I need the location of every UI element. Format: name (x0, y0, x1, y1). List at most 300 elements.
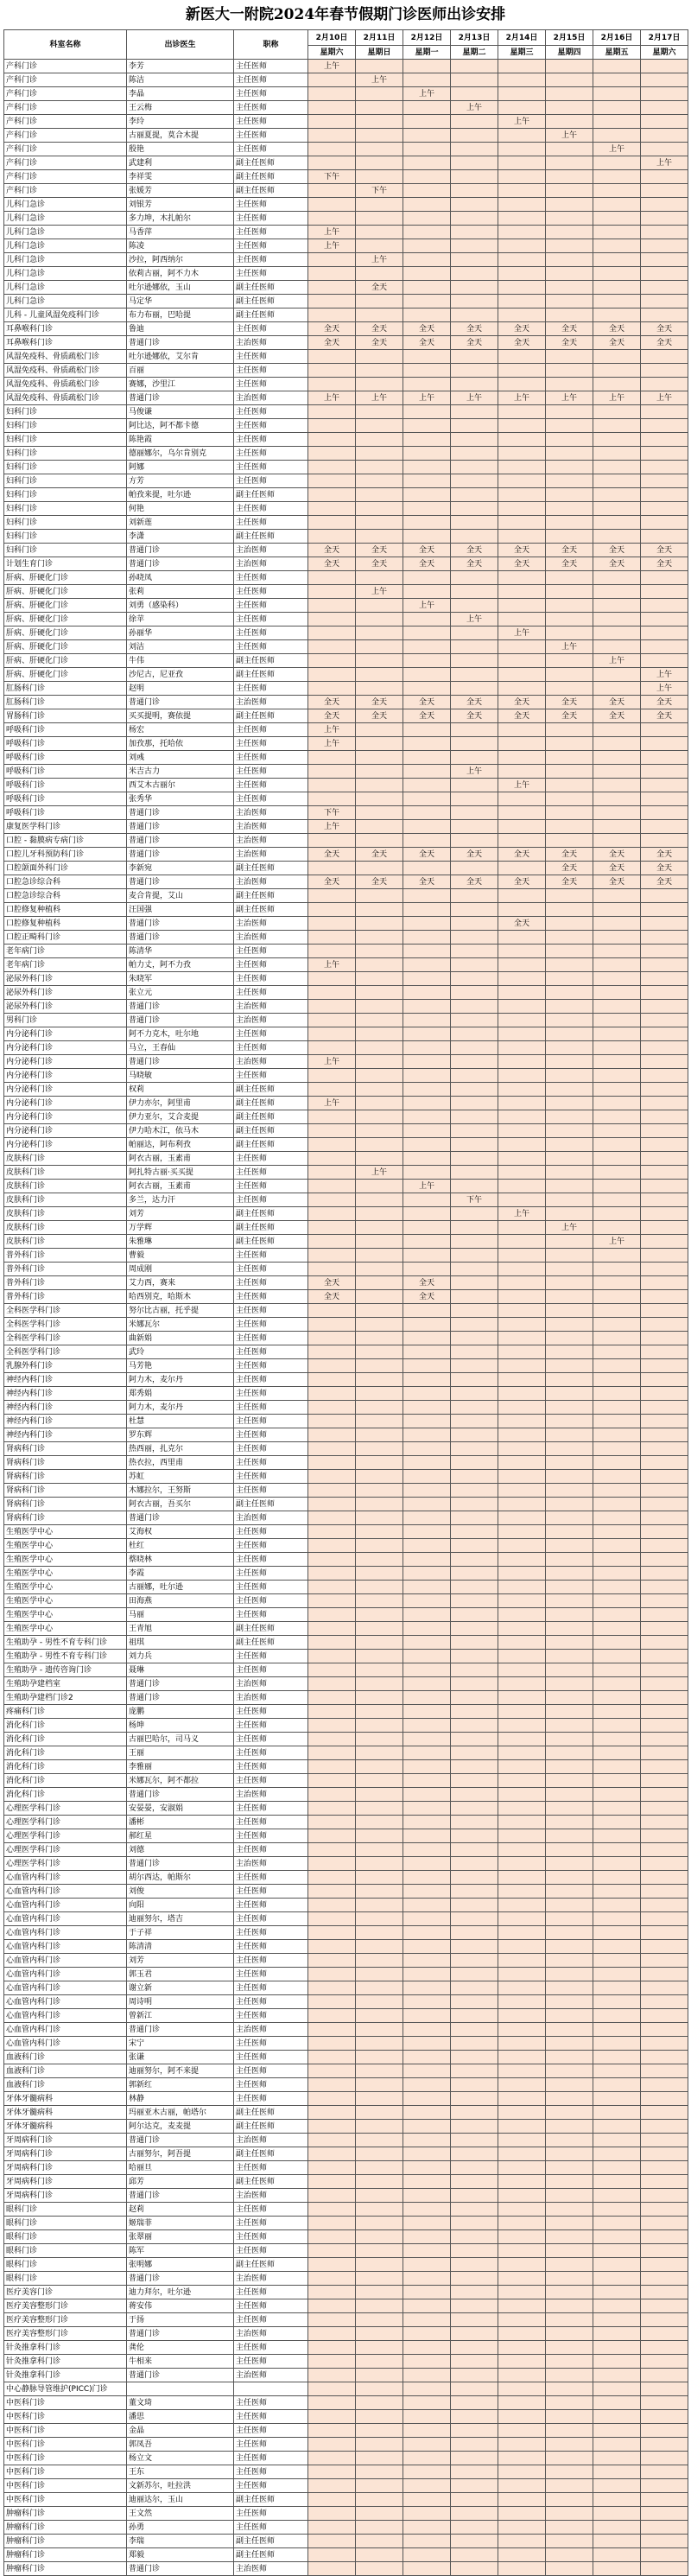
shift-cell (546, 1899, 593, 1912)
title-cell: 主任医师 (234, 1760, 308, 1774)
shift-cell (546, 2244, 593, 2258)
shift-cell: 上午 (403, 87, 451, 101)
doctor-cell: 赵莉 (127, 2203, 234, 2217)
doctor-cell: 张秀华 (127, 792, 234, 806)
shift-cell (593, 530, 641, 544)
table-row (4, 129, 688, 143)
doctor-cell: 文新苏尔，吐拉洪 (127, 2479, 234, 2493)
shift-cell (451, 1525, 498, 1539)
shift-cell (403, 1940, 451, 1954)
title-cell: 主任医师 (234, 419, 308, 433)
shift-cell (546, 1954, 593, 1968)
table-row (4, 281, 688, 295)
shift-cell (641, 198, 688, 212)
shift-cell (308, 350, 356, 364)
shift-cell (546, 945, 593, 958)
shift-cell (593, 1484, 641, 1498)
shift-cell (356, 143, 403, 156)
shift-cell (498, 1428, 546, 1442)
shift-cell (403, 60, 451, 73)
shift-cell (641, 627, 688, 640)
title-cell: 主任医师 (234, 2410, 308, 2424)
dept-cell: 普外科门诊 (4, 1290, 127, 1304)
shift-cell (593, 1138, 641, 1152)
shift-cell (546, 1428, 593, 1442)
shift-cell (593, 1387, 641, 1401)
table-row (4, 668, 688, 682)
shift-cell (593, 1539, 641, 1553)
shift-cell (356, 1276, 403, 1290)
title-cell: 副主任医师 (234, 1622, 308, 1636)
shift-cell (403, 2424, 451, 2438)
title-cell: 主任医师 (234, 1069, 308, 1083)
doctor-cell: 马立，王春仙 (127, 1041, 234, 1055)
table-row (4, 2230, 688, 2244)
doctor-cell: 西艾木古丽尔 (127, 779, 234, 792)
title-cell: 主任医师 (234, 613, 308, 627)
shift-cell (593, 1843, 641, 1857)
dept-cell: 皮肤科门诊 (4, 1152, 127, 1166)
doctor-cell: 朱晓军 (127, 972, 234, 986)
shift-cell (546, 1110, 593, 1124)
table-row (4, 1069, 688, 1083)
dept-cell: 医疗美容整形门诊 (4, 2313, 127, 2327)
title-cell: 主任医师 (234, 1484, 308, 1498)
shift-cell (308, 1207, 356, 1221)
shift-cell (546, 1401, 593, 1415)
shift-cell (451, 958, 498, 972)
shift-cell (546, 1774, 593, 1788)
shift-cell (546, 1069, 593, 1083)
shift-cell (546, 1912, 593, 1926)
doctor-cell: 迪力拜尔，吐尔逊 (127, 2286, 234, 2299)
dept-cell: 呼吸科门诊 (4, 806, 127, 820)
shift-cell (546, 2382, 593, 2396)
shift-cell (356, 1691, 403, 1705)
dept-cell: 肾病科门诊 (4, 1484, 127, 1498)
dept-cell: 针灸推拿科门诊 (4, 2369, 127, 2382)
doctor-cell: 哈西别克，哈斯木 (127, 1290, 234, 1304)
shift-cell: 全天 (308, 709, 356, 723)
table-row (4, 2106, 688, 2120)
shift-cell (546, 170, 593, 184)
shift-cell (641, 281, 688, 295)
shift-cell (498, 2230, 546, 2244)
shift-cell (451, 2424, 498, 2438)
shift-cell (356, 1110, 403, 1124)
shift-cell (498, 1802, 546, 1816)
shift-cell (403, 1594, 451, 1608)
table-row (4, 1138, 688, 1152)
doctor-cell: 马定华 (127, 295, 234, 308)
table-row (4, 557, 688, 571)
shift-cell: 上午 (403, 391, 451, 405)
shift-cell (641, 184, 688, 198)
shift-cell (403, 654, 451, 668)
title-cell: 主任医师 (234, 2341, 308, 2355)
shift-cell (546, 2230, 593, 2244)
shift-cell (498, 2452, 546, 2465)
table-row (4, 2424, 688, 2438)
shift-cell (546, 1387, 593, 1401)
title-cell: 副主任医师 (234, 530, 308, 544)
doctor-cell: 李新宛 (127, 862, 234, 875)
dept-cell: 牙周病科门诊 (4, 2134, 127, 2147)
shift-cell (451, 2369, 498, 2382)
shift-cell (593, 2009, 641, 2023)
shift-cell (593, 2438, 641, 2452)
doctor-cell: 普通门诊 (127, 917, 234, 931)
title-cell: 副主任医师 (234, 1221, 308, 1235)
shift-cell (451, 488, 498, 502)
shift-cell (403, 2479, 451, 2493)
shift-cell (308, 931, 356, 945)
shift-cell: 全天 (593, 696, 641, 709)
shift-cell (641, 1733, 688, 1746)
shift-cell (451, 889, 498, 903)
title-cell: 主治医师 (234, 2327, 308, 2341)
shift-cell (356, 1912, 403, 1926)
shift-cell (403, 792, 451, 806)
shift-cell (403, 1899, 451, 1912)
shift-cell (546, 2562, 593, 2576)
title-cell: 副主任医师 (234, 1207, 308, 1221)
shift-cell (451, 1304, 498, 1318)
shift-cell (403, 405, 451, 419)
shift-cell (356, 378, 403, 391)
shift-cell (546, 2465, 593, 2479)
shift-cell (403, 2051, 451, 2064)
shift-cell (451, 364, 498, 378)
shift-cell (451, 2244, 498, 2258)
shift-cell (356, 1843, 403, 1857)
shift-cell (308, 87, 356, 101)
shift-cell (593, 1733, 641, 1746)
title-cell: 主任医师 (234, 2299, 308, 2313)
shift-cell: 全天 (546, 322, 593, 336)
shift-cell (546, 668, 593, 682)
title-cell: 主任医师 (234, 2355, 308, 2369)
shift-cell (498, 903, 546, 917)
shift-cell (308, 945, 356, 958)
shift-cell (593, 986, 641, 1000)
dept-cell: 肝病、肝硬化门诊 (4, 640, 127, 654)
title-cell: 主任医师 (234, 115, 308, 129)
shift-cell (498, 2023, 546, 2037)
shift-cell (593, 1180, 641, 1193)
shift-cell (451, 1940, 498, 1954)
shift-cell (498, 585, 546, 599)
shift-cell (403, 1110, 451, 1124)
shift-cell (403, 184, 451, 198)
shift-cell (498, 1733, 546, 1746)
shift-cell (546, 87, 593, 101)
shift-cell (498, 1249, 546, 1263)
dept-cell: 肝病、肝硬化门诊 (4, 571, 127, 585)
shift-cell: 上午 (308, 60, 356, 73)
table-row (4, 585, 688, 599)
dept-cell: 呼吸科门诊 (4, 751, 127, 765)
shift-cell (451, 115, 498, 129)
header-title: 职称 (234, 30, 308, 60)
dept-cell: 生殖医学中心 (4, 1567, 127, 1581)
shift-cell: 全天 (593, 848, 641, 862)
doctor-cell: 林静 (127, 2092, 234, 2106)
shift-cell (546, 1719, 593, 1733)
shift-cell (546, 73, 593, 87)
shift-cell: 全天 (308, 336, 356, 350)
shift-cell (403, 1954, 451, 1968)
doctor-cell: 于扬 (127, 2313, 234, 2327)
title-cell: 主任医师 (234, 792, 308, 806)
dept-cell: 生殖医学中心 (4, 1594, 127, 1608)
table-row (4, 1263, 688, 1276)
shift-cell (546, 1829, 593, 1843)
dept-cell: 呼吸科门诊 (4, 792, 127, 806)
shift-cell (593, 640, 641, 654)
shift-cell (451, 1788, 498, 1802)
shift-cell (593, 170, 641, 184)
shift-cell: 全天 (403, 336, 451, 350)
title-cell: 主任医师 (234, 1539, 308, 1553)
shift-cell (641, 1843, 688, 1857)
shift-cell (498, 1663, 546, 1677)
dept-cell: 牙体牙髓病科 (4, 2106, 127, 2120)
shift-cell (546, 198, 593, 212)
shift-cell (546, 613, 593, 627)
title-cell: 主任医师 (234, 1816, 308, 1829)
table-row (4, 709, 688, 723)
shift-cell (356, 2396, 403, 2410)
shift-cell (546, 226, 593, 239)
doctor-cell: 张莉 (127, 585, 234, 599)
shift-cell (356, 640, 403, 654)
doctor-cell: 普通门诊 (127, 848, 234, 862)
shift-cell (308, 419, 356, 433)
shift-cell (308, 1138, 356, 1152)
table-row (4, 267, 688, 281)
shift-cell (498, 2161, 546, 2175)
shift-cell (451, 571, 498, 585)
title-cell: 主任医师 (234, 1954, 308, 1968)
dept-cell: 产科门诊 (4, 87, 127, 101)
shift-cell (356, 2230, 403, 2244)
shift-cell (308, 1083, 356, 1097)
shift-cell (403, 101, 451, 115)
shift-cell (546, 2521, 593, 2535)
shift-cell (403, 2548, 451, 2562)
shift-cell (356, 903, 403, 917)
title-cell: 副主任医师 (234, 654, 308, 668)
shift-cell (451, 2230, 498, 2244)
shift-cell (451, 1885, 498, 1899)
dept-cell: 乳腺外科门诊 (4, 1359, 127, 1373)
shift-cell (308, 143, 356, 156)
shift-cell (641, 903, 688, 917)
table-row (4, 2479, 688, 2493)
shift-cell (546, 101, 593, 115)
shift-cell (451, 1221, 498, 1235)
shift-cell (403, 2244, 451, 2258)
shift-cell (593, 1207, 641, 1221)
shift-cell: 上午 (451, 391, 498, 405)
doctor-cell: 多力坤，木扎帕尔 (127, 212, 234, 226)
shift-cell (356, 1525, 403, 1539)
table-row (4, 931, 688, 945)
shift-cell (356, 2217, 403, 2230)
shift-cell (451, 2410, 498, 2424)
title-cell: 副主任医师 (234, 668, 308, 682)
shift-cell (593, 1055, 641, 1069)
shift-cell (641, 834, 688, 848)
shift-cell (403, 834, 451, 848)
shift-cell (356, 60, 403, 73)
title-cell: 主治医师 (234, 1000, 308, 1014)
shift-cell (498, 2037, 546, 2051)
dept-cell: 医疗美容整形门诊 (4, 2327, 127, 2341)
shift-cell (451, 1249, 498, 1263)
shift-cell (403, 1857, 451, 1871)
table-row (4, 2521, 688, 2535)
table-row (4, 1124, 688, 1138)
shift-cell (498, 1760, 546, 1774)
table-row (4, 945, 688, 958)
title-cell: 主任医师 (234, 1401, 308, 1415)
shift-cell (593, 1221, 641, 1235)
shift-cell (593, 1511, 641, 1525)
shift-cell (356, 2023, 403, 2037)
shift-cell (498, 682, 546, 696)
shift-cell (498, 1110, 546, 1124)
shift-cell: 全天 (308, 557, 356, 571)
shift-cell (498, 143, 546, 156)
table-row (4, 2410, 688, 2424)
doctor-cell: 罗东辉 (127, 1428, 234, 1442)
shift-cell (593, 1650, 641, 1663)
shift-cell (498, 1636, 546, 1650)
shift-cell (498, 1525, 546, 1539)
shift-cell (641, 1014, 688, 1027)
shift-cell (593, 1415, 641, 1428)
title-cell: 主任医师 (234, 1663, 308, 1677)
shift-cell (451, 1871, 498, 1885)
shift-cell: 上午 (356, 253, 403, 267)
title-cell: 主任医师 (234, 1802, 308, 1816)
shift-cell (356, 1926, 403, 1940)
shift-cell (403, 2037, 451, 2051)
shift-cell (641, 1124, 688, 1138)
shift-cell (498, 2313, 546, 2327)
title-cell: 主任医师 (234, 1581, 308, 1594)
shift-cell (546, 1733, 593, 1746)
doctor-cell: 马丽 (127, 1608, 234, 1622)
shift-cell (403, 585, 451, 599)
shift-cell (498, 1871, 546, 1885)
shift-cell (546, 585, 593, 599)
header-doctor: 出诊医生 (127, 30, 234, 60)
shift-cell (641, 571, 688, 585)
table-row (4, 1027, 688, 1041)
shift-cell (498, 516, 546, 530)
shift-cell (546, 2051, 593, 2064)
title-cell: 主任医师 (234, 516, 308, 530)
shift-cell (308, 1829, 356, 1843)
shift-cell (308, 1193, 356, 1207)
shift-cell (546, 2286, 593, 2299)
table-row (4, 226, 688, 239)
doctor-cell: 普通门诊 (127, 875, 234, 889)
shift-cell (403, 2452, 451, 2465)
shift-cell (308, 1152, 356, 1166)
shift-cell (593, 1110, 641, 1124)
shift-cell (641, 1428, 688, 1442)
shift-cell (593, 516, 641, 530)
title-cell: 主任医师 (234, 2507, 308, 2521)
table-row (4, 2258, 688, 2272)
table-row (4, 1981, 688, 1995)
shift-cell (546, 958, 593, 972)
title-cell: 主任医师 (234, 1733, 308, 1746)
shift-cell (308, 1498, 356, 1511)
shift-cell (593, 806, 641, 820)
shift-cell (498, 599, 546, 613)
shift-cell (356, 613, 403, 627)
shift-cell (451, 143, 498, 156)
shift-cell (356, 862, 403, 875)
shift-cell (641, 1041, 688, 1055)
doctor-cell: 王文然 (127, 2507, 234, 2521)
shift-cell (641, 1263, 688, 1276)
dept-cell: 儿科门急诊 (4, 281, 127, 295)
shift-cell (451, 1995, 498, 2009)
shift-cell (308, 2175, 356, 2189)
table-row (4, 1318, 688, 1332)
shift-cell (308, 765, 356, 779)
title-cell: 主任医师 (234, 723, 308, 737)
dept-cell: 牙周病科门诊 (4, 2147, 127, 2161)
shift-cell (451, 2023, 498, 2037)
shift-cell (308, 1387, 356, 1401)
shift-cell (546, 751, 593, 765)
shift-cell (498, 2051, 546, 2064)
shift-cell (546, 1995, 593, 2009)
doctor-cell: 普通门诊 (127, 820, 234, 834)
shift-cell (546, 1097, 593, 1110)
doctor-cell: 普通门诊 (127, 2369, 234, 2382)
shift-cell (356, 931, 403, 945)
shift-cell (308, 1456, 356, 1470)
table-row (4, 336, 688, 350)
shift-cell (641, 2023, 688, 2037)
shift-cell (356, 723, 403, 737)
shift-cell (593, 765, 641, 779)
shift-cell (451, 945, 498, 958)
title-cell: 副主任医师 (234, 488, 308, 502)
title-cell: 主治医师 (234, 875, 308, 889)
shift-cell: 全天 (308, 1290, 356, 1304)
shift-cell (403, 1663, 451, 1677)
shift-cell (641, 2424, 688, 2438)
shift-cell (641, 1981, 688, 1995)
header-weekday: 星期四 (546, 46, 593, 60)
shift-cell (356, 2355, 403, 2369)
shift-cell (403, 295, 451, 308)
shift-cell (546, 1166, 593, 1180)
shift-cell (641, 1235, 688, 1249)
shift-cell (356, 779, 403, 792)
title-cell: 主任医师 (234, 1470, 308, 1484)
shift-cell (498, 2465, 546, 2479)
